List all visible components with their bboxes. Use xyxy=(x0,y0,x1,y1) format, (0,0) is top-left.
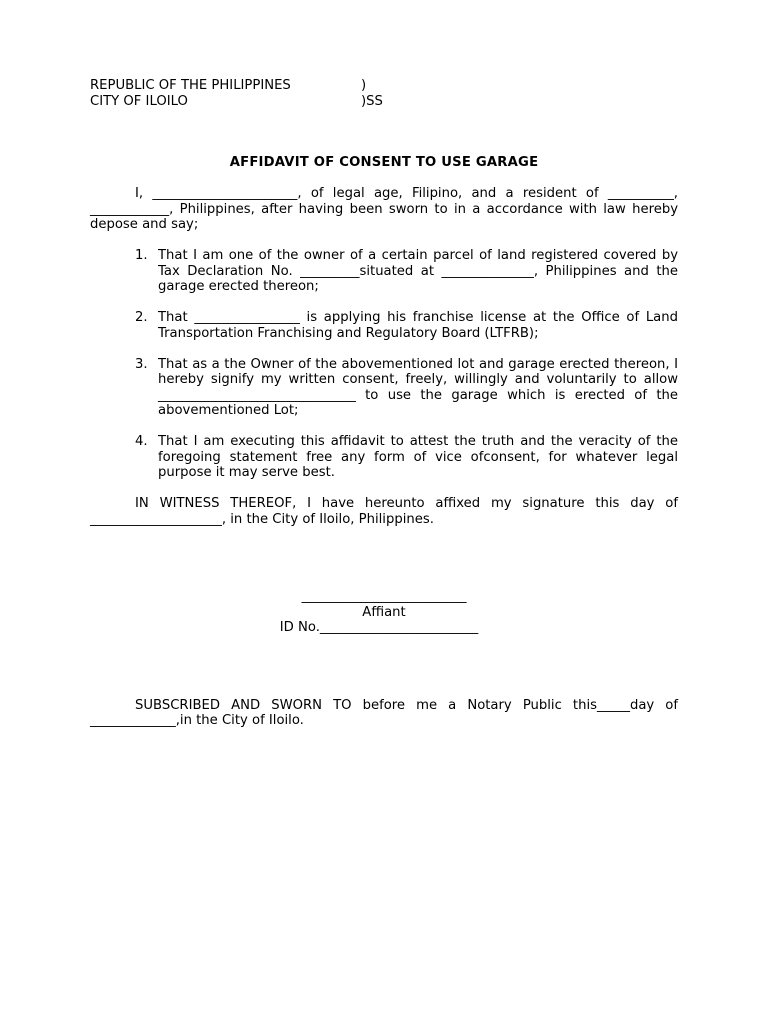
venue-bracket-1: ) xyxy=(361,78,367,93)
venue-city: CITY OF ILOILO xyxy=(90,93,188,109)
statement-text: That as a the Owner of the abovementioned lot and garage erected thereon, I hereby signify my written consent, freely, willingly and voluntarily to allow ______________________________ to use the garage which is erected of the abovementioned Lot; xyxy=(158,356,678,418)
witness-paragraph: IN WITNESS THEREOF, I have hereunto affixed my signature this day of ____________________, in the City of Iloilo, Philippines. xyxy=(90,496,678,527)
signature-line: _________________________ xyxy=(301,589,467,604)
id-number-line: ID No.________________________ xyxy=(279,620,479,635)
statement-text: That ________________ is applying his franchise license at the Office of Land Transportation Franchising and Regulatory Board (LTFRB); xyxy=(158,310,678,341)
affidavit-document xyxy=(90,78,678,729)
affiant-label: Affiant xyxy=(362,604,406,620)
statement-number: 3. xyxy=(135,356,148,372)
signature-block xyxy=(90,589,678,636)
statement-list xyxy=(90,248,678,481)
statement-item-4 xyxy=(90,434,678,481)
statement-text: That I am one of the owner of a certain parcel of land registered covered by Tax Declaration No. _________situated at ______________, Philippines and the garage erected thereon; xyxy=(158,248,678,294)
jurat-paragraph: SUBSCRIBED AND SWORN TO before me a Notary Public this_____day of _____________,in the City of Iloilo. xyxy=(90,697,678,728)
document-title: AFFIDAVIT OF CONSENT TO USE GARAGE xyxy=(229,155,539,170)
statement-text: That I am executing this affidavit to attest the truth and the veracity of the foregoing statement free any form of vice ofconsent, for whatever legal purpose it may serve best. xyxy=(158,434,678,480)
statement-item-2 xyxy=(90,310,678,341)
statement-item-3 xyxy=(90,357,678,419)
venue-block xyxy=(90,78,678,109)
venue-row-1 xyxy=(90,78,678,94)
statement-number: 4. xyxy=(135,434,148,449)
statement-number: 2. xyxy=(135,310,148,325)
venue-country: REPUBLIC OF THE PHILIPPINES xyxy=(90,78,291,93)
intro-paragraph: I, ______________________, of legal age, Filipino, and a resident of __________, ____________, Philippines, after having been sworn to in a accordance with law hereby depose and say; xyxy=(90,186,678,232)
venue-ss: )SS xyxy=(361,93,383,109)
statement-item-1 xyxy=(90,248,678,295)
venue-row-2 xyxy=(90,94,678,110)
statement-number: 1. xyxy=(135,248,148,263)
